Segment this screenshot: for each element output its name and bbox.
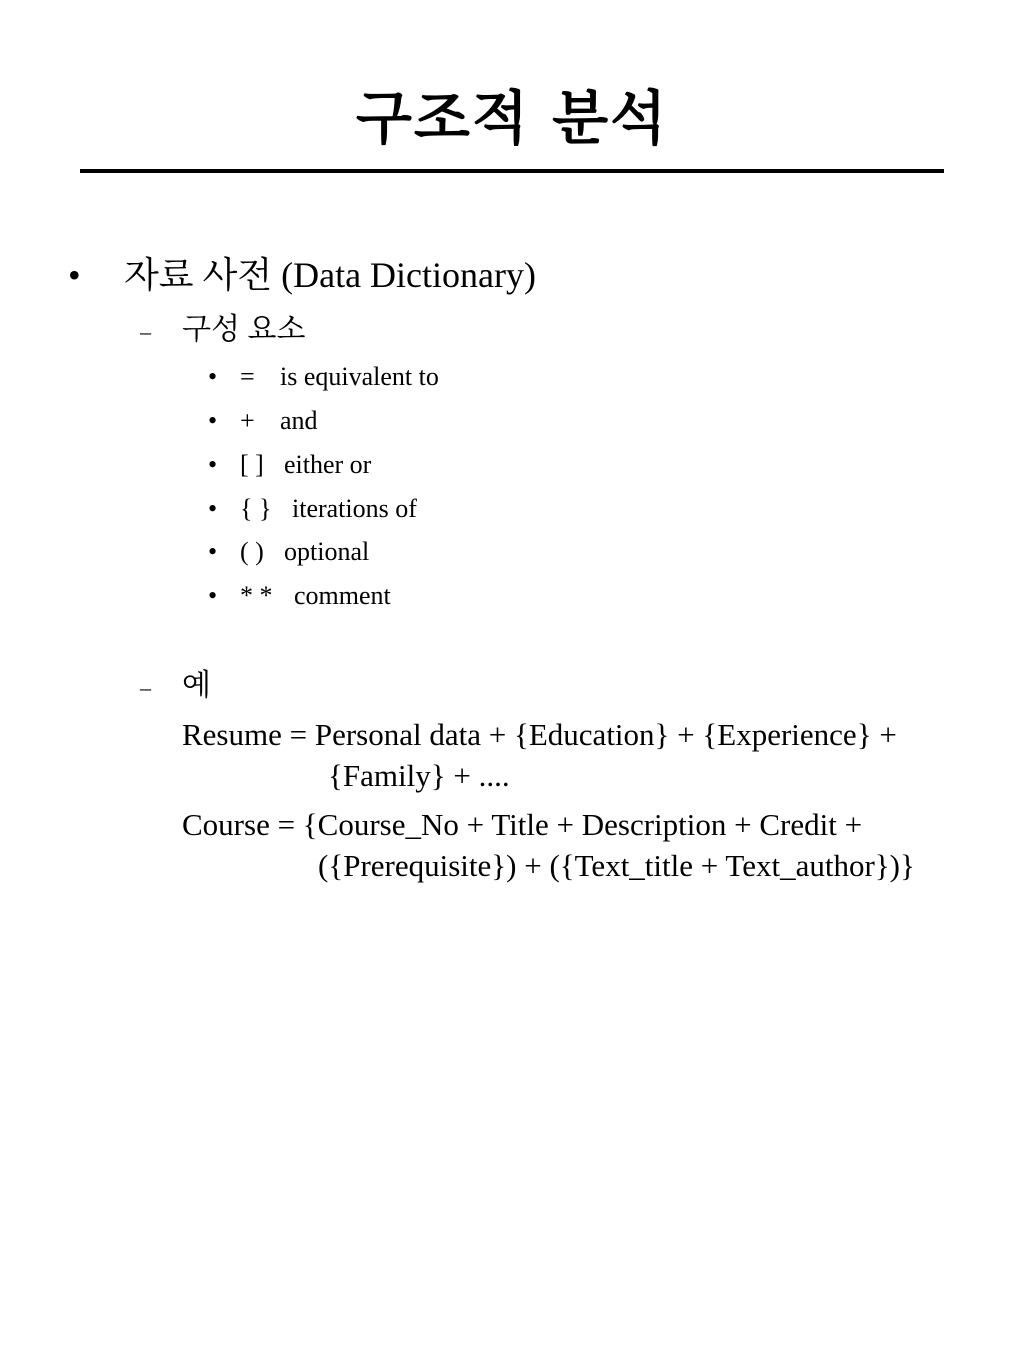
components-heading-text: 구성 요소 (182, 313, 306, 346)
dash-marker: – (140, 319, 151, 344)
bullet-marker: • (208, 450, 218, 479)
main-bullet (68, 250, 536, 300)
examples-heading (140, 666, 211, 708)
dash-marker: – (140, 675, 151, 700)
example-resume-line-2: {Family} + .... (328, 758, 510, 793)
item-symbol: ( ) (240, 537, 264, 566)
item-meaning: iterations of (292, 494, 417, 523)
bullet-marker: • (208, 581, 218, 610)
item-symbol: = (240, 362, 255, 391)
item-meaning: either or (284, 450, 372, 479)
bullet-marker: • (208, 537, 218, 566)
list-item (208, 579, 391, 613)
item-symbol: { } (240, 494, 272, 523)
list-item (208, 535, 369, 569)
example-course-line-1: Course = {Course_No + Title + Description + Credit + (182, 807, 863, 842)
bullet-marker: • (208, 362, 218, 391)
item-meaning: and (280, 406, 318, 435)
item-meaning: optional (284, 537, 370, 566)
example-resume-line-1: Resume = Personal data + {Education} + {Experience} + (182, 717, 897, 752)
examples-heading-text: 예 (182, 669, 211, 702)
item-symbol: [ ] (240, 450, 264, 479)
list-item (208, 492, 417, 526)
bullet-marker: • (208, 406, 218, 435)
item-symbol: * * (240, 581, 273, 610)
item-meaning: is equivalent to (280, 362, 439, 391)
list-item (208, 404, 318, 438)
slide-title: 구조적 분석 (355, 84, 669, 152)
bullet-marker: • (208, 494, 218, 523)
item-meaning: comment (294, 581, 391, 610)
bullet-marker: • (68, 255, 81, 295)
components-heading (140, 310, 305, 352)
example-course-line-2: ({Prerequisite}) + ({Text_title + Text_author})} (318, 848, 915, 883)
main-bullet-text: 자료 사전 (Data Dictionary) (124, 255, 536, 295)
item-symbol: + (240, 406, 255, 435)
title-divider (80, 169, 944, 173)
list-item (208, 448, 371, 482)
list-item (208, 360, 439, 394)
